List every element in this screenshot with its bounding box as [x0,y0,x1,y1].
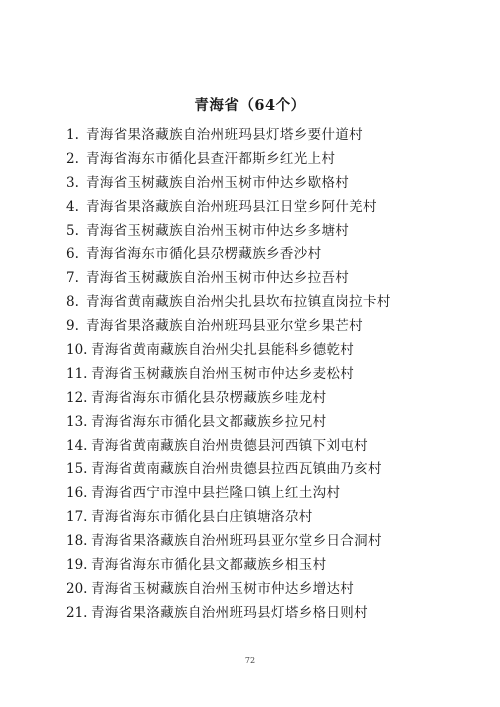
item-text: 青海省玉树藏族自治州玉树市仲达乡歇格村 [86,174,350,191]
item-number: 14. [66,437,88,454]
section-title: 青海省（64个） [194,97,306,114]
item-text: 青海省海东市循化县尕楞藏族乡哇龙村 [91,389,327,406]
item-number: 12. [66,389,88,406]
list-item [66,339,391,363]
list-item [66,291,391,315]
list-item [66,482,391,506]
item-text: 青海省果洛藏族自治州班玛县亚尔堂乡果芒村 [86,318,363,335]
list-item [66,435,391,459]
item-text: 青海省海东市循化县文都藏族乡相玉村 [91,557,327,574]
item-text: 青海省黄南藏族自治州尖扎县坎布拉镇直岗拉卡村 [86,294,391,311]
item-text: 青海省玉树藏族自治州玉树市仲达乡增达村 [91,580,355,597]
list-item [66,267,391,291]
item-number: 16. [66,485,88,502]
list-item [66,387,391,411]
item-number: 19. [66,557,88,574]
item-text: 青海省海东市循化县查汗都斯乡红光上村 [86,150,336,167]
list-item [66,506,391,530]
item-text: 青海省黄南藏族自治州贵德县河西镇下刘屯村 [91,437,368,454]
item-number: 5. [66,222,79,239]
item-text: 青海省果洛藏族自治州班玛县灯塔乡要什道村 [86,127,363,143]
item-number: 9. [66,318,79,335]
list-item [66,172,391,196]
village-list [66,124,391,626]
list-item [66,196,391,220]
item-number: 10. [66,342,88,359]
list-item [66,530,391,554]
item-number: 1. [66,127,79,143]
list-item [66,363,391,387]
item-text: 青海省黄南藏族自治州尖扎县能科乡德乾村 [91,342,355,359]
item-number: 17. [66,509,88,526]
list-item [66,602,391,626]
list-item [66,124,391,148]
item-number: 21. [66,604,88,621]
item-number: 15. [66,461,88,478]
item-text: 青海省果洛藏族自治州班玛县灯塔乡格日则村 [91,604,368,621]
list-item [66,220,391,244]
item-number: 13. [66,413,88,430]
list-item [66,578,391,602]
list-item [66,315,391,339]
list-item [66,554,391,578]
item-text: 青海省玉树藏族自治州玉树市仲达乡多塘村 [86,222,350,239]
list-item [66,243,391,267]
item-text: 青海省果洛藏族自治州班玛县江日堂乡阿什羌村 [86,198,377,215]
item-number: 7. [66,270,79,287]
item-number: 11. [66,365,88,382]
list-item [66,148,391,172]
item-text: 青海省黄南藏族自治州贵德县拉西瓦镇曲乃亥村 [91,461,382,478]
item-text: 青海省海东市循化县文都藏族乡拉兄村 [91,413,327,430]
list-item [66,411,391,435]
item-text: 青海省海东市循化县尕楞藏族乡香沙村 [86,246,322,263]
item-text: 青海省果洛藏族自治州班玛县亚尔堂乡日合洞村 [91,533,382,550]
item-text: 青海省西宁市湟中县拦隆口镇上红土沟村 [91,485,341,502]
item-text: 青海省海东市循化县白庄镇塘洛尕村 [91,509,313,526]
item-number: 2. [66,150,79,167]
item-number: 18. [66,533,88,550]
item-number: 8. [66,294,79,311]
item-number: 6. [66,246,79,263]
item-number: 4. [66,198,79,215]
list-item [66,458,391,482]
item-number: 3. [66,174,79,191]
item-text: 青海省玉树藏族自治州玉树市仲达乡拉吾村 [86,270,350,287]
page-number: 72 [244,656,256,665]
item-text: 青海省玉树藏族自治州玉树市仲达乡麦松村 [91,365,355,382]
item-number: 20. [66,580,88,597]
